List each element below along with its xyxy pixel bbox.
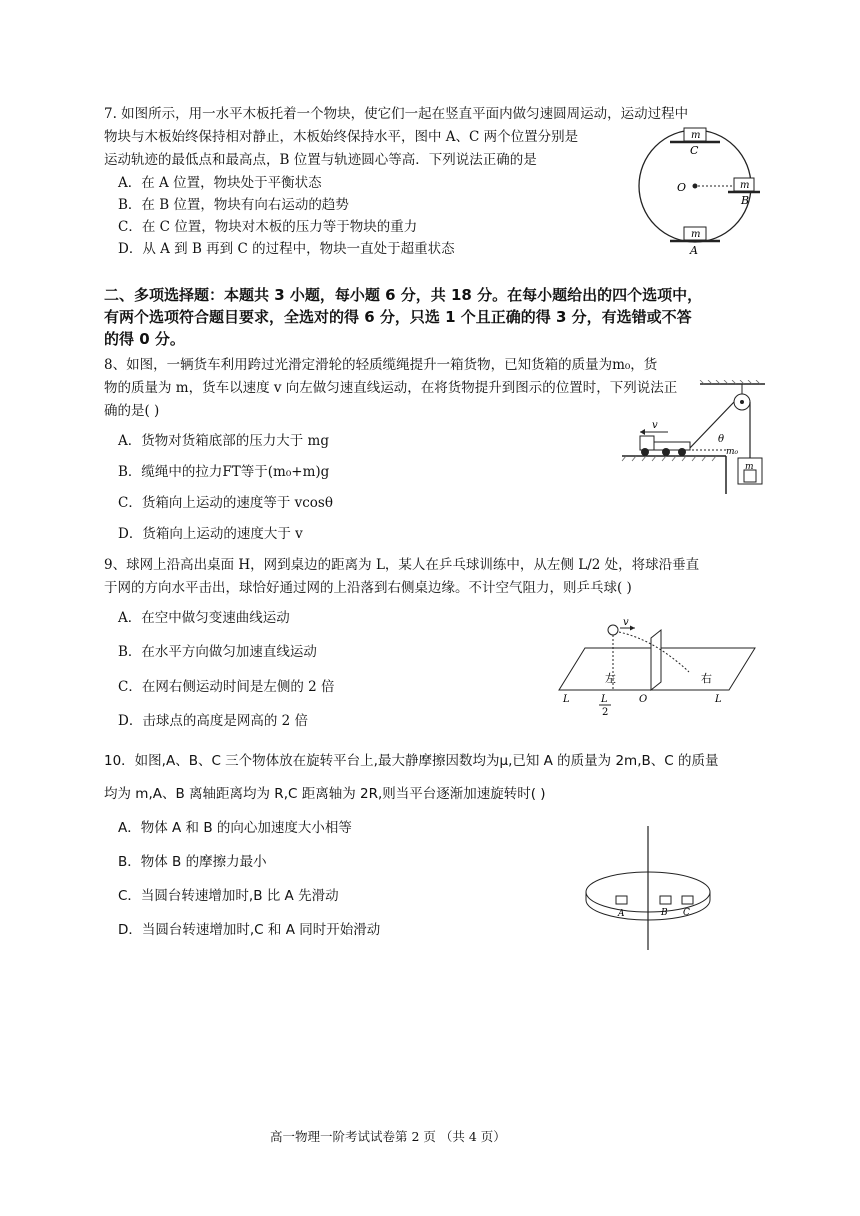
q7-fig-label-a: A bbox=[690, 244, 698, 257]
section2-heading-line3: 的得 0 分。 bbox=[104, 330, 185, 348]
q8-option-b: B．缆绳中的拉力FT等于(m₀+m)g bbox=[118, 464, 330, 480]
q9-fig-label-half-2: 2 bbox=[602, 707, 609, 718]
q9-fig-label-l-left: L bbox=[563, 694, 570, 705]
q8-fig-label-m0: m₀ bbox=[726, 447, 739, 457]
q9-stem-line1: 9、球网上沿高出桌面 H，网到桌边的距离为 L，某人在乒乓球训练中，从左侧 L/2 处，将球沿垂直 bbox=[104, 557, 700, 573]
q7-fig-label-c: C bbox=[690, 144, 699, 157]
q9-option-c: C．在网右侧运动时间是左侧的 2 倍 bbox=[118, 679, 335, 695]
q8-fig-label-theta: θ bbox=[718, 434, 725, 445]
q8-stem-line2: 物的质量为 m，货车以速度 v 向左做匀速直线运动，在将货物提升到图示的位置时，下列说法正 bbox=[104, 380, 678, 396]
q7-fig-label-o: O bbox=[677, 181, 687, 194]
q9-fig-label-o: O bbox=[639, 694, 648, 705]
q7-option-a: A．在 A 位置，物块处于平衡状态 bbox=[118, 175, 322, 191]
q10-stem-line1: 10．如图,A、B、C 三个物体放在旋转平台上,最大静摩擦因数均为μ,已知 A 的质量为 2m,B、C 的质量 bbox=[104, 753, 719, 769]
q10-fig-label-c: C bbox=[683, 908, 690, 918]
q8-truck-pulley-figure bbox=[620, 380, 770, 496]
q7-fig-block-right: m bbox=[740, 180, 750, 191]
q9-fig-label-l-right: L bbox=[715, 694, 722, 705]
q8-stem-line1: 8、如图，一辆货车利用跨过光滑定滑轮的轻质缆绳提升一箱货物，已知货箱的质量为m₀，货 bbox=[104, 357, 658, 373]
q9-option-d: D．击球点的高度是网高的 2 倍 bbox=[118, 713, 308, 729]
q7-option-c: C．在 C 位置，物块对木板的压力等于物块的重力 bbox=[118, 219, 418, 235]
q8-option-c: C．货箱向上运动的速度等于 vcosθ bbox=[118, 495, 333, 511]
q7-stem-line2: 物块与木板始终保持相对静止，木板始终保持水平，图中 A、C 两个位置分别是 bbox=[104, 129, 579, 145]
q9-option-a: A．在空中做匀变速曲线运动 bbox=[118, 610, 290, 626]
q9-fig-label-right: 右 bbox=[701, 672, 712, 685]
q9-table-tennis-figure bbox=[555, 616, 765, 718]
q10-fig-label-b: B bbox=[661, 908, 668, 918]
q10-option-d: D．当圆台转速增加时,C 和 A 同时开始滑动 bbox=[118, 922, 381, 938]
q10-option-a: A．物体 A 和 B 的向心加速度大小相等 bbox=[118, 820, 352, 836]
q10-fig-label-a: A bbox=[618, 909, 625, 919]
q7-stem-line1: 7. 如图所示，用一水平木板托着一个物块，使它们一起在竖直平面内做匀速圆周运动，运动过程中 bbox=[104, 106, 689, 122]
q7-fig-label-b: B bbox=[741, 194, 750, 207]
q7-option-b: B．在 B 位置，物块有向右运动的趋势 bbox=[118, 197, 349, 213]
q10-rotating-platform-figure bbox=[580, 822, 730, 954]
q7-circular-motion-figure bbox=[630, 122, 770, 258]
q10-option-b: B．物体 B 的摩擦力最小 bbox=[118, 854, 267, 870]
q8-stem-line3: 确的是( ) bbox=[104, 403, 160, 419]
q9-fig-label-left: 左 bbox=[605, 672, 616, 685]
q8-option-a: A．货物对货箱底部的压力大于 mg bbox=[118, 433, 329, 449]
section2-heading-line2: 有两个选项符合题目要求，全选对的得 6 分，只选 1 个且正确的得 3 分，有选错或不答 bbox=[104, 308, 692, 326]
q7-fig-block-top: m bbox=[691, 130, 701, 141]
q9-stem-line2: 于网的方向水平击出，球恰好通过网的上沿落到右侧桌边缘。不计空气阻力，则乒乓球( ) bbox=[104, 580, 632, 596]
q8-fig-label-m: m bbox=[745, 462, 754, 472]
section2-heading-line1: 二、多项选择题：本题共 3 小题，每小题 6 分，共 18 分。在每小题给出的四个选项中， bbox=[104, 286, 703, 304]
q10-option-c: C．当圆台转速增加时,B 比 A 先滑动 bbox=[118, 888, 339, 904]
page-footer: 高一物理一阶考试试卷第 2 页 （共 4 页） bbox=[270, 1129, 506, 1144]
q10-stem-line2: 均为 m,A、B 离轴距离均为 R,C 距离轴为 2R,则当平台逐渐加速旋转时( ) bbox=[104, 786, 546, 802]
q8-option-d: D．货箱向上运动的速度大于 v bbox=[118, 526, 303, 542]
q8-fig-label-v: v bbox=[652, 420, 658, 431]
q7-option-d: D．从 A 到 B 再到 C 的过程中，物块一直处于超重状态 bbox=[118, 241, 455, 257]
q7-fig-block-bottom: m bbox=[691, 229, 701, 240]
q9-fig-label-half-l: L bbox=[601, 694, 608, 705]
q7-stem-line3: 运动轨迹的最低点和最高点，B 位置与轨迹圆心等高．下列说法正确的是 bbox=[104, 152, 537, 168]
q9-option-b: B．在水平方向做匀加速直线运动 bbox=[118, 644, 317, 660]
q9-fig-label-v: v bbox=[623, 617, 629, 628]
